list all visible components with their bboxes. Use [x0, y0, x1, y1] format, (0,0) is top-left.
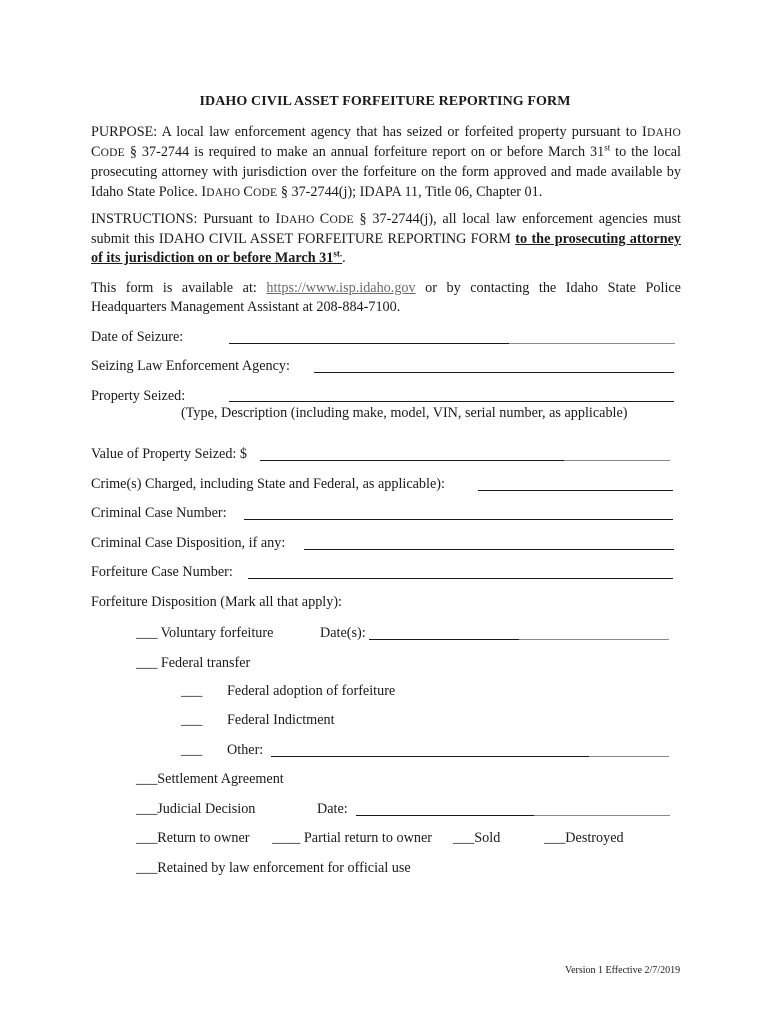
other-blank[interactable]: ___	[181, 742, 203, 758]
criminal-case-number-field[interactable]	[244, 519, 673, 520]
dates-field-ext[interactable]	[519, 639, 669, 640]
judicial-decision-option[interactable]: ___Judicial Decision	[136, 801, 256, 817]
criminal-case-disposition-field[interactable]	[304, 549, 674, 550]
value-label: Value of Property Seized: $	[91, 446, 248, 462]
purpose-paragraph	[91, 123, 681, 203]
dates-label: Date(s):	[320, 625, 366, 641]
purpose-text-1: PURPOSE: A local law enforcement agency that has seized or forfeited property pursuant to	[91, 124, 643, 140]
idaho-code-ref-3: IDAHO CODE	[275, 211, 354, 227]
federal-adoption-label: Federal adoption of forfeiture	[227, 683, 396, 699]
forfeiture-case-number-field[interactable]	[248, 578, 673, 579]
date-of-seizure-label: Date of Seizure:	[91, 329, 184, 345]
form-title: IDAHO CIVIL ASSET FORFEITURE REPORTING FORM	[199, 94, 571, 109]
federal-indictment-blank[interactable]: ___	[181, 712, 203, 728]
instructions-text-1: INSTRUCTIONS: Pursuant to	[91, 211, 276, 227]
availability-text-1: This form is available at:	[91, 280, 267, 296]
federal-indictment-label: Federal Indictment	[227, 712, 335, 728]
availability-text-2: or by contacting the Idaho State Police Headquarters Management Assistant at 208-884-7100.	[91, 280, 681, 316]
other-label: Other:	[227, 742, 264, 758]
retained-option[interactable]: ___Retained by law enforcement for official use	[136, 860, 411, 876]
agency-label: Seizing Law Enforcement Agency:	[91, 358, 290, 374]
agency-field[interactable]	[314, 372, 674, 373]
crimes-charged-label: Crime(s) Charged, including State and Federal, as applicable):	[91, 476, 445, 492]
settlement-agreement-option[interactable]: ___Settlement Agreement	[136, 771, 284, 787]
destroyed-option[interactable]: ___Destroyed	[544, 830, 624, 846]
other-field[interactable]	[271, 756, 589, 757]
value-field[interactable]	[260, 460, 564, 461]
value-field-ext[interactable]	[564, 460, 670, 461]
instructions-deadline: to the prosecuting attorney of its jurisdiction on or before March $31^{st.}$	[91, 231, 681, 267]
partial-return-option[interactable]: ____ Partial return to owner	[272, 830, 432, 846]
sold-option[interactable]: ___Sold	[453, 830, 501, 846]
other-field-ext[interactable]	[589, 756, 669, 757]
federal-adoption-blank[interactable]: ___	[181, 683, 203, 699]
idaho-code-ref-1: IDAHO CODE	[91, 124, 681, 161]
return-to-owner-option[interactable]: ___Return to owner	[136, 830, 250, 846]
dates-field[interactable]	[369, 639, 519, 640]
date-of-seizure-field[interactable]	[229, 343, 509, 344]
purpose-text-3: to the local prosecuting attorney with jurisdiction over the forfeiture on the form approved and made available by Idaho State Police.	[91, 144, 681, 200]
instructions-paragraph	[91, 210, 681, 269]
instructions-end: .	[342, 250, 346, 267]
isp-website-link[interactable]: https://www.isp.idaho.gov	[266, 280, 416, 296]
property-seized-label: Property Seized:	[91, 388, 186, 404]
purpose-text-2: § 37-2744 is required to make an annual forfeiture report on or before March 31	[124, 144, 605, 161]
date-of-seizure-field-ext[interactable]	[509, 343, 675, 344]
forfeiture-disposition-label: Forfeiture Disposition (Mark all that apply):	[91, 594, 342, 610]
property-seized-note: (Type, Description (including make, model, VIN, serial number, as applicable)	[181, 405, 628, 421]
version-footer: Version 1 Effective 2/7/2019	[565, 965, 681, 976]
crimes-charged-field[interactable]	[478, 490, 673, 491]
judicial-date-label: Date:	[317, 801, 348, 817]
instructions-text-2: § 37-2744(j), all local law enforcement agencies must submit this IDAHO CIVIL ASSET FORFEITURE REPORTING FORM	[91, 211, 681, 248]
idaho-code-ref-2: IDAHO CODE	[201, 183, 278, 200]
availability-paragraph	[91, 279, 681, 317]
property-seized-field[interactable]	[229, 401, 674, 402]
voluntary-forfeiture-option[interactable]: ___ Voluntary forfeiture	[136, 625, 274, 641]
judicial-date-field[interactable]	[356, 815, 534, 816]
forfeiture-case-number-label: Forfeiture Case Number:	[91, 564, 233, 580]
purpose-text-4: § 37-2744(j); IDAPA 11, Title 06, Chapter 01.	[277, 183, 543, 200]
criminal-case-disposition-label: Criminal Case Disposition, if any:	[91, 535, 286, 551]
judicial-date-field-ext[interactable]	[534, 815, 670, 816]
criminal-case-number-label: Criminal Case Number:	[91, 505, 227, 521]
superscript: st	[604, 142, 611, 153]
federal-transfer-option[interactable]: ___ Federal transfer	[136, 655, 251, 671]
